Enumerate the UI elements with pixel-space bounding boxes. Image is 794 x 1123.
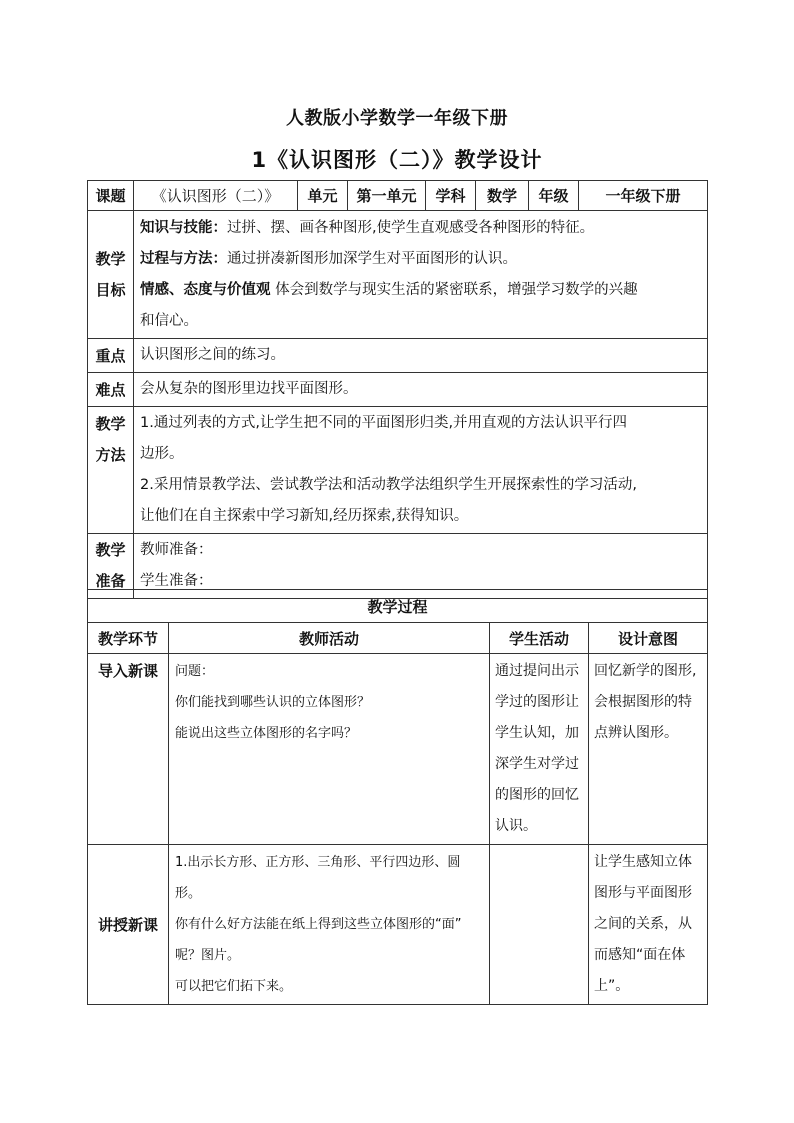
prep-teacher: 教师准备： [140,542,213,558]
key-row [88,339,708,373]
document-supertitle: 人教版小学数学一年级下册 [286,108,508,129]
step-cell: 讲授新课 [88,845,169,1005]
student-activity-cell [490,845,589,1005]
method-label: 教学 方法 [88,407,134,534]
unit-label: 单元 [298,181,348,211]
goal-knowledge: 知识与技能：过拼、摆、画各种图形,使学生直观感受各种图形的特征。 [140,219,595,236]
info-header-row [88,181,708,211]
goal-emotion: 情感、态度与价值观 体会到数学与现实生活的紧密联系，增强学习数学的兴趣 [140,281,638,298]
topic-value: 《认识图形（二）》 [134,181,298,211]
goals-row [88,211,708,339]
subject-label: 学科 [426,181,476,211]
key-content: 认识图形之间的练习。 [134,339,708,373]
goal-emotion-cont: 和信心。 [140,312,198,329]
difficulty-content: 会从复杂的图形里边找平面图形。 [134,373,708,407]
prep-label: 教学 准备 [88,534,134,599]
column-step: 教学环节 [88,623,169,654]
document-title: 1《认识图形（二）》教学设计 [251,148,543,172]
lesson-info-table [87,180,708,599]
key-label: 重点 [88,339,134,373]
column-student: 学生活动 [490,623,589,654]
topic-label: 课题 [88,181,134,211]
process-title: 教学过程 [88,590,708,623]
step-cell: 导入新课 [88,654,169,845]
teacher-activity-cell: 1.出示长方形、正方形、三角形、平行四边形、圆 形。 你有什么好方法能在纸上得到这些立体图形的“面” 呢？图片。 可以把它们拓下来。 [169,845,490,1005]
process-column-header-row [88,623,708,654]
prep-student: 学生准备： [140,573,213,589]
grade-value: 一年级下册 [579,181,708,211]
teaching-process-table [87,589,708,1005]
design-intent-cell: 让学生感知立体 图形与平面图形 之间的关系，从 而感知“面在体 上”。 [589,845,708,1005]
process-row-intro [88,654,708,845]
goals-content [134,211,708,339]
subject-value: 数学 [476,181,529,211]
grade-label: 年级 [529,181,579,211]
difficulty-row [88,373,708,407]
unit-value: 第一单元 [348,181,426,211]
teacher-activity-cell: 问题： 你们能找到哪些认识的立体图形？ 能说出这些立体图形的名字吗？ [169,654,490,845]
student-activity-cell: 通过提问出示 学过的图形让 学生认知，加 深学生对学过 的图形的回忆 认识。 [490,654,589,845]
goal-process: 过程与方法：通过拼凑新图形加深学生对平面图形的认识。 [140,250,517,267]
goals-label: 教学 目标 [88,211,134,339]
method-content: 1.通过列表的方式,让学生把不同的平面图形归类,并用直观的方法认识平行四 边形。 2.采用情景教学法、尝试教学法和活动教学法组织学生开展探索性的学习活动, 让他们在自主探索中学习新知,经历探索,获得知识。 [134,407,708,534]
method-row [88,407,708,534]
column-intent: 设计意图 [589,623,708,654]
design-intent-cell: 回忆新学的图形, 会根据图形的特 点辨认图形。 [589,654,708,845]
process-row-lecture [88,845,708,1005]
difficulty-label: 难点 [88,373,134,407]
process-title-row [88,590,708,623]
column-teacher: 教师活动 [169,623,490,654]
